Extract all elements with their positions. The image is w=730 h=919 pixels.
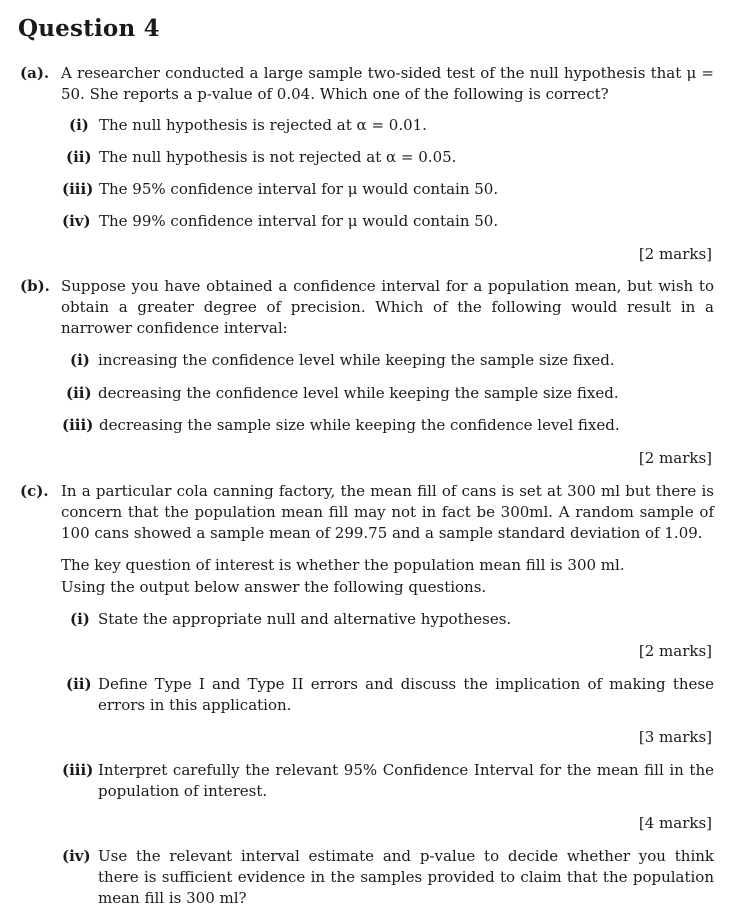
option-text: decreasing the sample size while keeping the confidence level fixed.	[99, 416, 620, 434]
sub-text: Use the relevant interval estimate and p-value to decide whether you think there is sufficient evidence in the samples provided to claim that the population mean fill is 300 ml?	[98, 847, 714, 907]
part-c-sub-i	[70, 609, 714, 630]
part-b-option-ii	[66, 383, 619, 404]
option-label: (ii)	[66, 384, 92, 402]
part-c-paragraph-2: Using the output below answer the following questions.	[61, 578, 487, 596]
part-c-sub-iii	[62, 760, 714, 802]
option-label: (ii)	[66, 148, 92, 166]
option-text: The null hypothesis is rejected at α = 0.01.	[99, 116, 427, 134]
part-c-label: (c).	[20, 482, 49, 500]
part-a-label: (a).	[20, 64, 50, 82]
part-c	[20, 481, 714, 544]
part-a-text: A researcher conducted a large sample two-sided test of the null hypothesis that μ = 50. She reports a p-value of 0.04. Which one of the following is correct?	[61, 64, 714, 103]
option-text: The null hypothesis is not rejected at α = 0.05.	[99, 148, 457, 166]
option-label: (iv)	[62, 212, 91, 230]
part-b-label: (b).	[20, 277, 50, 295]
sub-text: Define Type I and Type II errors and discuss the implication of making these errors in this application.	[98, 675, 714, 714]
part-a-option-ii	[66, 147, 456, 168]
part-a-option-i	[69, 115, 427, 136]
part-b	[20, 276, 714, 339]
option-label: (i)	[69, 116, 89, 134]
part-c-sub-iii-marks: [4 marks]	[638, 814, 712, 832]
part-c-sub-iv	[62, 846, 714, 909]
part-b-text: Suppose you have obtained a confidence interval for a population mean, but wish to obtain a greater degree of precision. Which of the following would result in a narrower confidence interval:	[61, 277, 714, 337]
part-b-option-iii	[62, 415, 620, 436]
option-text: decreasing the confidence level while keeping the sample size fixed.	[98, 384, 619, 402]
part-a-option-iii	[62, 179, 498, 200]
sub-text: Interpret carefully the relevant 95% Confidence Interval for the mean fill in the population of interest.	[98, 761, 714, 800]
part-c-sub-ii-marks: [3 marks]	[638, 728, 712, 746]
option-text: The 95% confidence interval for μ would contain 50.	[99, 180, 499, 198]
sub-label: (ii)	[66, 675, 92, 693]
question-heading: Question 4	[18, 15, 160, 42]
sub-label: (iii)	[62, 761, 94, 779]
part-a-marks: [2 marks]	[638, 245, 712, 263]
part-c-sub-ii	[66, 674, 714, 716]
sub-label: (iv)	[62, 847, 91, 865]
part-b-option-i	[70, 350, 615, 371]
part-c-sub-i-marks: [2 marks]	[638, 642, 712, 660]
sub-text: State the appropriate null and alternative hypotheses.	[98, 610, 512, 628]
option-label: (i)	[70, 351, 90, 369]
part-a-option-iv	[62, 211, 498, 232]
part-b-marks: [2 marks]	[638, 449, 712, 467]
part-c-text: In a particular cola canning factory, the mean fill of cans is set at 300 ml but there is concern that the population mean fill may not in fact be 300ml. A random sample of 100 cans showed a sample mean of 299.75 and a sample standard deviation of 1.09.	[61, 482, 714, 542]
option-text: The 99% confidence interval for μ would contain 50.	[99, 212, 499, 230]
part-a	[20, 63, 714, 105]
option-label: (iii)	[62, 180, 94, 198]
option-label: (iii)	[62, 416, 94, 434]
sub-label: (i)	[70, 610, 90, 628]
part-c-paragraph-1: The key question of interest is whether the population mean fill is 300 ml.	[61, 556, 625, 574]
option-text: increasing the confidence level while keeping the sample size fixed.	[98, 351, 615, 369]
